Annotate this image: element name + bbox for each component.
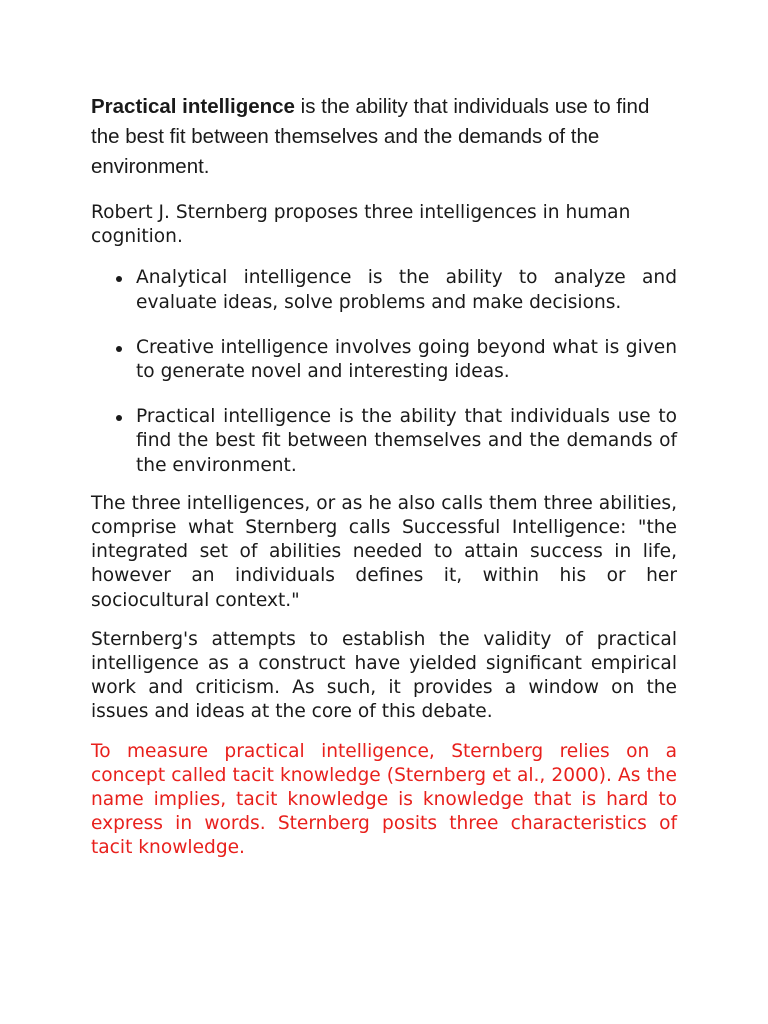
list-item-text: Analytical intelligence is the ability to analyze and evaluate ideas, solve problems and make decisions. bbox=[136, 267, 677, 313]
intro-paragraph bbox=[91, 92, 677, 182]
list-item bbox=[91, 405, 677, 478]
list-item-text: Practical intelligence is the ability that individuals use to find the best fit between themselves and the demands of the environment. bbox=[136, 406, 677, 476]
document-page bbox=[91, 92, 677, 876]
highlighted-paragraph-tacit-knowledge: To measure practical intelligence, Sternberg relies on a concept called tacit knowledge (Sternberg et al., 2000). As the name implies, tacit knowledge is knowledge that is hard to express in words. Sternberg posits three characteristics of tacit knowledge. bbox=[91, 740, 677, 859]
bullet-icon bbox=[116, 276, 122, 282]
list-item bbox=[91, 266, 677, 314]
list-item-text: Creative intelligence involves going beyond what is given to generate novel and interesting ideas. bbox=[136, 336, 677, 383]
intro-term: Practical intelligence bbox=[91, 95, 295, 118]
body-paragraph-successful-intelligence: The three intelligences, or as he also calls them three abilities, comprise what Sternberg calls Successful Intelligence: "the integrated set of abilities needed to attain success in life, however an individuals defines it, within his or her sociocultural context." bbox=[91, 492, 677, 611]
intelligences-list bbox=[91, 266, 677, 477]
list-item bbox=[91, 336, 677, 384]
bullet-icon bbox=[116, 415, 122, 421]
bullet-icon bbox=[116, 346, 122, 352]
body-paragraph-validity: Sternberg's attempts to establish the validity of practical intelligence as a construct have yielded significant empirical work and criticism. As such, it provides a window on the issues and ideas at the core of this debate. bbox=[91, 628, 677, 723]
intro-definition: is the ability that individuals use to find the best fit between themselves and the demands of the environment. bbox=[91, 95, 650, 178]
lead-paragraph: Robert J. Sternberg proposes three intelligences in human cognition. bbox=[91, 202, 631, 248]
